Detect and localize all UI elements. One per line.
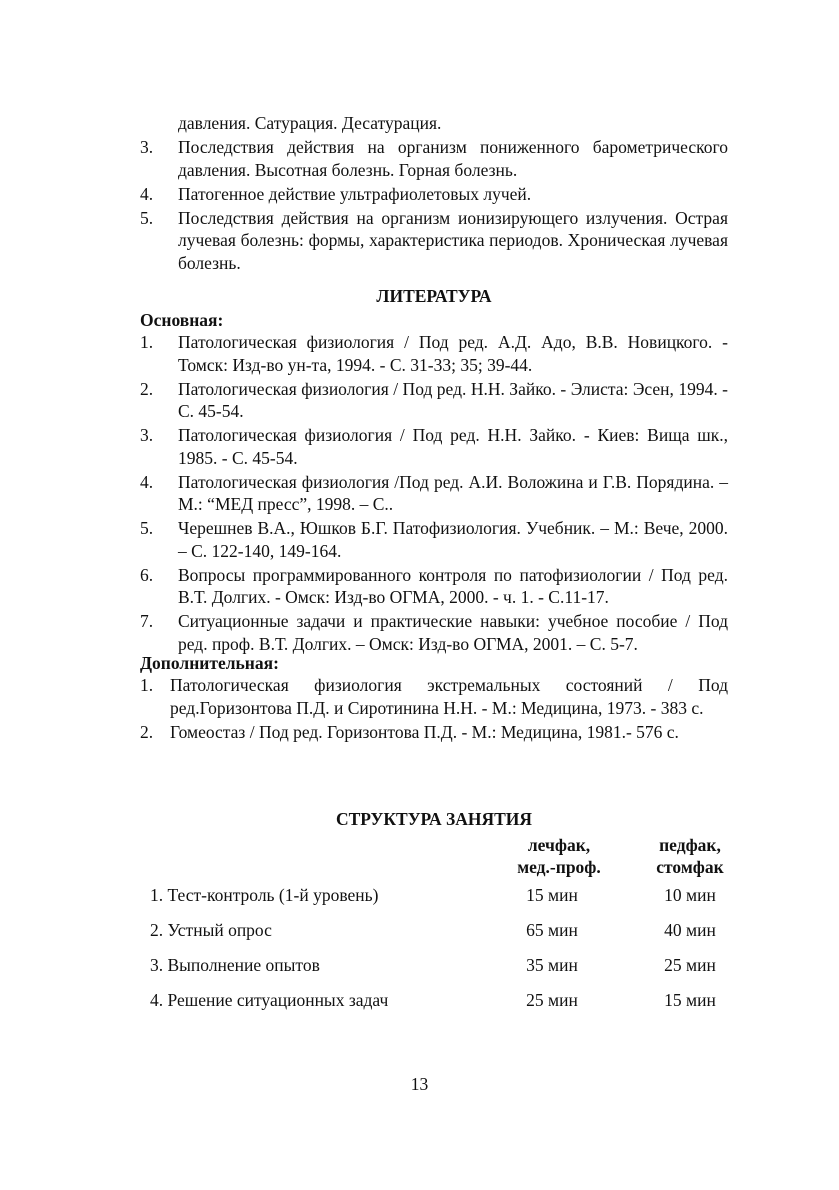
row-value-pedfak: 10 мин (664, 885, 716, 905)
structure-row (150, 918, 730, 942)
main-literature-list (140, 331, 728, 657)
item-text: Последствия действия на организм пониженного барометрического давления. Высотная болезнь. Горная болезнь. (178, 137, 728, 180)
item-number: 1. (140, 332, 154, 352)
item-number: 2. (140, 721, 154, 742)
list-item (140, 183, 728, 206)
row-name: 4. Решение ситуационных задач (150, 990, 389, 1010)
column-header-line: стомфак (656, 857, 724, 877)
list-item (140, 207, 728, 275)
reference-item (140, 674, 728, 719)
item-number: 4. (140, 183, 154, 204)
reference-item (140, 331, 728, 376)
extra-literature-list (140, 674, 728, 745)
reference-item (140, 610, 728, 655)
item-number: 5. (140, 207, 154, 228)
column-header-pedfak (630, 834, 750, 878)
item-number: 2. (140, 378, 154, 399)
item-text: Патологическая физиология / Под ред. А.Д. Адо, В.В. Новицкого. - Томск: Изд-во ун-та, 1994. - С. 31-33; 35; 39-44. (178, 332, 728, 375)
row-value-pedfak: 40 мин (664, 920, 716, 940)
item-number: 5. (140, 518, 154, 538)
item-number: 6. (140, 564, 154, 585)
item-text: Черешнев В.А., Юшков Б.Г. Патофизиология. Учебник. – М.: Вече, 2000. – С. 122-140, 149-164. (178, 518, 728, 561)
row-value-pedfak: 25 мин (664, 955, 716, 975)
structure-row (150, 988, 730, 1012)
item-text: Вопросы программированного контроля по патофизиологии / Под ред. В.Т. Долгих. - Омск: Изд-во ОГМА, 2000. - ч. 1. - С.11-17. (178, 564, 728, 607)
column-header-line: лечфак, (527, 835, 591, 855)
reference-item (140, 378, 728, 423)
row-value-lechfak: 65 мин (526, 920, 578, 940)
item-text: Патологическая физиология экстремальных состояний / Под ред.Горизонтова П.Д. и Сиротинина Н.Н. - М.: Медицина, 1973. - 383 с. (170, 675, 728, 718)
main-literature-label: Основная: (140, 310, 224, 330)
structure-heading: СТРУКТУРА ЗАНЯТИЯ (335, 809, 533, 829)
column-header-line: педфак, (659, 835, 721, 855)
row-value-lechfak: 35 мин (526, 955, 578, 975)
item-number: 1. (140, 675, 154, 695)
row-value-pedfak: 15 мин (664, 990, 716, 1010)
list-continuation: давления. Сатурация. Десатурация. (178, 113, 442, 133)
item-number: 7. (140, 611, 154, 631)
topic-list (140, 112, 728, 276)
item-text: Последствия действия на организм ионизирующего излучения. Острая лучевая болезнь: формы, характеристика периодов. Хроническая лучевая болезнь. (178, 207, 728, 273)
item-text: Патологическая физиология /Под ред. А.И. Воложина и Г.В. Порядина. – М.: “МЕД пресс”, 1998. – С.. (178, 471, 728, 514)
reference-item (140, 721, 728, 744)
row-name: 2. Устный опрос (150, 920, 272, 940)
literature-heading: ЛИТЕРАТУРА (376, 286, 492, 306)
item-number: 3. (140, 425, 154, 445)
row-name: 1. Тест-контроль (1-й уровень) (150, 885, 379, 905)
reference-item (140, 424, 728, 469)
list-item (140, 136, 728, 181)
item-text: Патологическая физиология / Под ред. Н.Н. Зайко. - Элиста: Эсен, 1994. - С. 45-54. (178, 378, 728, 421)
item-text: Ситуационные задачи и практические навыки: учебное пособие / Под ред. проф. В.Т. Долгих. – Омск: Изд-во ОГМА, 2001. – С. 5-7. (178, 611, 728, 654)
structure-row (150, 883, 730, 907)
extra-literature-label: Дополнительная: (140, 653, 279, 673)
item-text: Патологическая физиология / Под ред. Н.Н. Зайко. - Киев: Вища шк., 1985. - С. 45-54. (178, 425, 728, 468)
row-name: 3. Выполнение опытов (150, 955, 320, 975)
item-text: Гомеостаз / Под ред. Горизонтова П.Д. - М.: Медицина, 1981.- 576 с. (170, 721, 679, 742)
reference-item (140, 564, 728, 609)
column-header-line: мед.-проф. (517, 857, 601, 877)
page-number: 13 (410, 1074, 429, 1094)
column-header-lechfak (494, 834, 624, 878)
item-text: Патогенное действие ультрафиолетовых лучей. (178, 183, 532, 204)
reference-item (140, 517, 728, 562)
structure-row (150, 953, 730, 977)
item-number: 4. (140, 471, 154, 492)
reference-item (140, 471, 728, 516)
row-value-lechfak: 25 мин (526, 990, 578, 1010)
row-value-lechfak: 15 мин (526, 885, 578, 905)
item-number: 3. (140, 137, 154, 157)
